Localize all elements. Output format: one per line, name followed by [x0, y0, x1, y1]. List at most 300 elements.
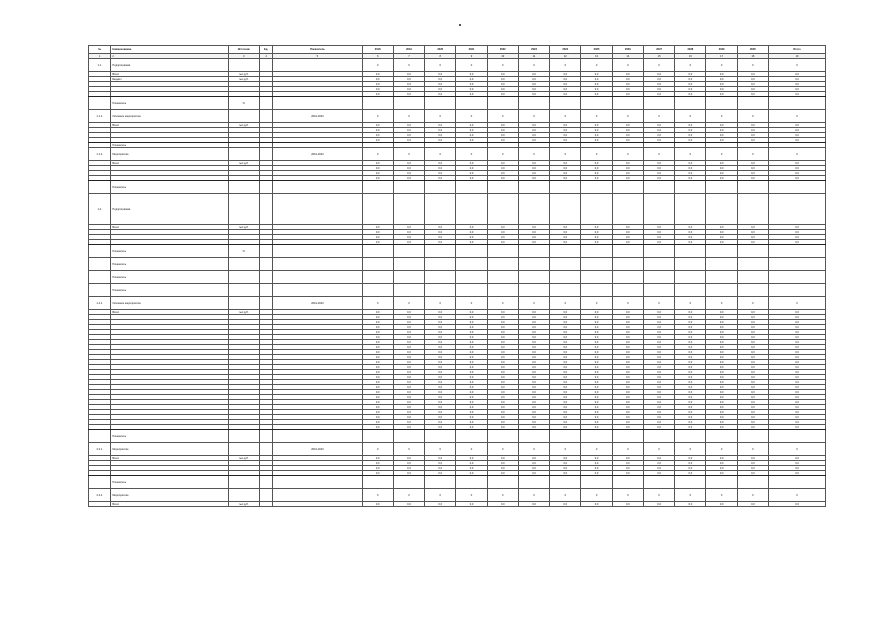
table-cell: 0,0 [581, 315, 612, 320]
table-row [89, 148, 826, 161]
table-cell [273, 258, 362, 271]
table-cell: 0,0 [706, 400, 737, 405]
table-cell: 0 [643, 110, 674, 123]
table-cell: 8 [425, 54, 456, 59]
table-cell: 0,0 [393, 461, 424, 466]
table-cell: тыс.руб. [228, 72, 259, 77]
table-cell: 0,0 [456, 315, 487, 320]
table-cell: 0,0 [612, 385, 643, 390]
table-cell: 0,0 [393, 502, 424, 507]
table-cell [273, 181, 362, 194]
table-cell: 0,0 [581, 471, 612, 476]
table-cell [362, 258, 393, 271]
table-cell [487, 430, 518, 443]
table-cell [393, 476, 424, 489]
table-cell: 0,0 [612, 375, 643, 380]
table-cell: 0,0 [456, 385, 487, 390]
table-cell: 2023 [518, 46, 549, 54]
table-cell: 0,0 [425, 410, 456, 415]
table-cell: 0,0 [581, 161, 612, 166]
table-cell: 0,0 [362, 461, 393, 466]
table-cell: 0,0 [550, 471, 581, 476]
table-cell: 0,0 [737, 176, 768, 181]
table-cell: 0 [737, 59, 768, 72]
table-cell: 0,0 [550, 72, 581, 77]
table-cell: 0,0 [362, 171, 393, 176]
table-cell: 18 [737, 54, 768, 59]
table-cell [737, 181, 768, 194]
table-cell: 0,0 [518, 171, 549, 176]
table-cell: 0,0 [393, 370, 424, 375]
table-cell: 0,0 [675, 92, 706, 97]
table-cell: 0,0 [425, 325, 456, 330]
table-cell: 4.3.2. [89, 489, 111, 502]
table-cell: 0,0 [456, 330, 487, 335]
table-row [89, 258, 826, 271]
table-cell: 0,0 [550, 82, 581, 87]
table-cell: 0,0 [487, 123, 518, 128]
table-cell: 9 [456, 54, 487, 59]
table-cell [737, 97, 768, 110]
table-cell: 0,0 [737, 395, 768, 400]
table-cell [393, 97, 424, 110]
table-cell: 0,0 [456, 335, 487, 340]
table-cell: 0 [550, 489, 581, 502]
table-cell: 0,0 [487, 360, 518, 365]
table-cell: 0,0 [612, 360, 643, 365]
table-cell: 0,0 [737, 415, 768, 420]
table-cell: 0,0 [393, 350, 424, 355]
table-cell: 0,0 [425, 385, 456, 390]
table-cell: 0,0 [487, 380, 518, 385]
row-name-cell: Основное мероприятие [111, 110, 228, 123]
table-cell: 0,0 [612, 456, 643, 461]
table-row [89, 245, 826, 258]
table-cell: 0 [675, 443, 706, 456]
table-cell: 0,0 [706, 355, 737, 360]
table-cell: 0,0 [737, 471, 768, 476]
table-cell: 0,0 [612, 370, 643, 375]
table-cell: 0,0 [675, 466, 706, 471]
table-cell: 0,0 [769, 138, 826, 143]
table-cell: 0,0 [675, 345, 706, 350]
table-cell: 0,0 [581, 87, 612, 92]
table-cell [769, 181, 826, 194]
table-cell [581, 430, 612, 443]
table-cell: 0,0 [769, 161, 826, 166]
table-cell: 1.1. [89, 59, 111, 72]
table-cell [737, 194, 768, 225]
table-cell [581, 181, 612, 194]
table-cell: 0,0 [706, 466, 737, 471]
table-cell: 0,0 [581, 355, 612, 360]
table-cell: 0,0 [362, 360, 393, 365]
table-cell: 0,0 [769, 240, 826, 245]
table-cell: 0,0 [425, 171, 456, 176]
table-cell: 0,0 [487, 370, 518, 375]
table-cell: 0,0 [518, 400, 549, 405]
table-cell [612, 476, 643, 489]
table-cell: 1.2.1. [89, 297, 111, 310]
table-cell [581, 476, 612, 489]
table-cell: 0,0 [425, 420, 456, 425]
table-cell: 0,0 [675, 320, 706, 325]
table-cell: 0,0 [643, 405, 674, 410]
table-cell [581, 284, 612, 297]
table-cell: 0,0 [456, 176, 487, 181]
table-cell [675, 284, 706, 297]
table-cell: 0,0 [581, 375, 612, 380]
table-cell [737, 271, 768, 284]
table-cell [550, 181, 581, 194]
table-cell [737, 245, 768, 258]
table-cell: 0,0 [581, 320, 612, 325]
table-cell: 0,0 [643, 385, 674, 390]
table-cell: 0,0 [362, 225, 393, 230]
row-name-cell: Показатель [111, 258, 228, 271]
table-cell: 0,0 [581, 72, 612, 77]
table-cell: 0,0 [456, 360, 487, 365]
table-cell: 0,0 [737, 325, 768, 330]
table-cell: 0,0 [737, 375, 768, 380]
table-cell: 0,0 [456, 133, 487, 138]
table-cell: 0,0 [737, 320, 768, 325]
table-cell: 0,0 [706, 385, 737, 390]
table-cell [259, 271, 272, 284]
table-cell: 0 [769, 489, 826, 502]
table-cell: 0,0 [362, 92, 393, 97]
table-cell: 0,0 [456, 166, 487, 171]
table-cell: 0,0 [425, 138, 456, 143]
table-cell: 0,0 [769, 350, 826, 355]
table-cell: 0,0 [706, 77, 737, 82]
table-cell: 0,0 [425, 123, 456, 128]
table-cell: 0,0 [550, 456, 581, 461]
table-cell [518, 476, 549, 489]
table-cell: 0,0 [362, 502, 393, 507]
row-name-cell: Всего [111, 456, 228, 461]
table-cell: 0,0 [612, 330, 643, 335]
table-cell [612, 181, 643, 194]
table-cell: 0,0 [643, 380, 674, 385]
table-cell: 0,0 [425, 340, 456, 345]
table-cell: 0,0 [487, 456, 518, 461]
table-cell: тыс.руб. [228, 225, 259, 230]
table-cell: 0,0 [643, 92, 674, 97]
table-cell: тыс.руб. [228, 456, 259, 461]
table-cell [581, 97, 612, 110]
table-cell: 0,0 [706, 456, 737, 461]
table-cell: 0 [769, 59, 826, 72]
table-cell: 0,0 [425, 240, 456, 245]
table-row [89, 284, 826, 297]
table-cell: 0,0 [362, 133, 393, 138]
table-cell: 0,0 [643, 350, 674, 355]
table-cell: 0,0 [425, 350, 456, 355]
table-cell [737, 258, 768, 271]
table-cell: 0,0 [393, 123, 424, 128]
table-cell: 0,0 [456, 466, 487, 471]
table-cell: 0,0 [612, 355, 643, 360]
table-cell [706, 181, 737, 194]
table-cell: 0,0 [581, 345, 612, 350]
table-cell: 0,0 [456, 355, 487, 360]
table-cell: 5 [273, 54, 362, 59]
table-cell [643, 430, 674, 443]
table-cell: 0,0 [675, 330, 706, 335]
table-cell: 0,0 [706, 82, 737, 87]
table-cell: 0,0 [456, 240, 487, 245]
table-cell: 0,0 [362, 365, 393, 370]
table-cell: 0,0 [706, 166, 737, 171]
table-cell [273, 489, 362, 502]
table-cell: 0,0 [487, 502, 518, 507]
table-cell: 0,0 [518, 161, 549, 166]
table-cell: 0,0 [769, 325, 826, 330]
table-cell: 0,0 [706, 92, 737, 97]
table-cell: 0,0 [550, 87, 581, 92]
table-cell: 0,0 [425, 335, 456, 340]
table-cell: 0,0 [581, 166, 612, 171]
table-cell [769, 194, 826, 225]
table-cell: 2020 [425, 46, 456, 54]
table-cell [259, 489, 272, 502]
table-cell: 0,0 [550, 345, 581, 350]
table-cell [228, 430, 259, 443]
table-cell: 0,0 [675, 161, 706, 166]
table-cell: 0,0 [456, 471, 487, 476]
table-cell: 0,0 [706, 123, 737, 128]
row-name-cell: Основное мероприятие [111, 297, 228, 310]
table-cell [706, 430, 737, 443]
table-cell [675, 97, 706, 110]
table-cell: 0,0 [425, 365, 456, 370]
table-cell: 0,0 [518, 335, 549, 340]
table-cell: 16 [675, 54, 706, 59]
table-cell: 0,0 [737, 365, 768, 370]
table-cell: тыс.руб. [228, 77, 259, 82]
table-cell: 0 [581, 297, 612, 310]
table-cell [706, 284, 737, 297]
table-cell [706, 271, 737, 284]
table-cell: 0,0 [675, 123, 706, 128]
table-cell: 0,0 [706, 395, 737, 400]
table-cell: 0,0 [706, 240, 737, 245]
table-cell: 11 [518, 54, 549, 59]
table-cell: 0,0 [393, 456, 424, 461]
table-cell: 0,0 [643, 456, 674, 461]
table-cell: 0,0 [362, 310, 393, 315]
table-cell: 0,0 [675, 225, 706, 230]
table-cell: 0,0 [550, 340, 581, 345]
table-cell [456, 271, 487, 284]
table-cell [487, 181, 518, 194]
table-cell: Показатель [273, 46, 362, 54]
table-cell: 0,0 [393, 415, 424, 420]
table-cell: 0,0 [769, 340, 826, 345]
table-cell: 0 [769, 110, 826, 123]
table-cell: 0,0 [425, 461, 456, 466]
table-cell: 0,0 [518, 330, 549, 335]
table-cell: 0,0 [362, 72, 393, 77]
row-name-cell: Мероприятие [111, 443, 228, 456]
table-cell [393, 430, 424, 443]
table-cell: 0,0 [769, 425, 826, 430]
table-cell [362, 284, 393, 297]
table-cell: 0 [643, 297, 674, 310]
table-cell: 0,0 [518, 92, 549, 97]
table-cell: 0,0 [737, 390, 768, 395]
table-cell: 0,0 [518, 72, 549, 77]
table-cell: 0,0 [518, 345, 549, 350]
table-cell [259, 258, 272, 271]
table-cell [769, 97, 826, 110]
table-cell: 0 [518, 59, 549, 72]
table-cell: 13 [581, 54, 612, 59]
table-cell: 0,0 [550, 320, 581, 325]
row-name-cell: Всего [111, 502, 228, 507]
table-cell: 0,0 [706, 461, 737, 466]
table-cell: 0 [675, 148, 706, 161]
table-cell [518, 245, 549, 258]
table-cell: 0,0 [487, 471, 518, 476]
table-cell [273, 194, 362, 225]
table-row [89, 181, 826, 194]
table-cell: 0,0 [362, 87, 393, 92]
table-cell: 0,0 [737, 502, 768, 507]
table-cell: 0,0 [737, 133, 768, 138]
table-cell: 0,0 [612, 420, 643, 425]
table-cell: 0,0 [393, 230, 424, 235]
table-cell: 0,0 [612, 390, 643, 395]
table-cell: 0 [362, 110, 393, 123]
table-cell [581, 194, 612, 225]
table-cell: 0,0 [612, 400, 643, 405]
table-cell: 0,0 [643, 77, 674, 82]
table-cell [228, 194, 259, 225]
table-cell: 0,0 [706, 380, 737, 385]
table-cell: 0,0 [425, 87, 456, 92]
table-cell: 0,0 [769, 345, 826, 350]
table-cell: 0,0 [612, 123, 643, 128]
table-cell: 2019-2023 [273, 297, 362, 310]
table-cell: 0,0 [706, 315, 737, 320]
table-cell: 0,0 [675, 171, 706, 176]
table-cell: 0,0 [456, 420, 487, 425]
table-cell [550, 476, 581, 489]
table-cell: 0,0 [487, 310, 518, 315]
table-cell: 0,0 [362, 166, 393, 171]
table-cell: 0,0 [518, 466, 549, 471]
table-cell: 0 [518, 110, 549, 123]
table-cell: 0,0 [393, 133, 424, 138]
table-cell: 0,0 [643, 325, 674, 330]
table-cell: 0,0 [769, 461, 826, 466]
table-cell: 0,0 [487, 350, 518, 355]
table-cell: 0,0 [612, 335, 643, 340]
table-cell: 0,0 [581, 365, 612, 370]
table-cell: 0,0 [675, 335, 706, 340]
table-cell: 0,0 [769, 171, 826, 176]
table-cell: 0,0 [550, 461, 581, 466]
table-cell: 0,0 [550, 315, 581, 320]
table-cell: 0,0 [518, 176, 549, 181]
table-cell [581, 271, 612, 284]
table-cell: 0,0 [706, 410, 737, 415]
header-row [89, 46, 826, 54]
row-name-cell: Показатель [111, 245, 228, 258]
table-row [89, 430, 826, 443]
table-cell: 0,0 [581, 123, 612, 128]
table-cell: 0,0 [456, 400, 487, 405]
table-cell: 0,0 [550, 133, 581, 138]
table-cell [769, 284, 826, 297]
table-cell: 0,0 [737, 350, 768, 355]
table-cell: 0,0 [362, 375, 393, 380]
table-cell: 0,0 [550, 415, 581, 420]
table-cell: 0,0 [487, 240, 518, 245]
table-cell: 0,0 [456, 230, 487, 235]
table-row [89, 489, 826, 502]
table-cell: 0,0 [769, 370, 826, 375]
table-cell: 0,0 [706, 370, 737, 375]
table-cell [456, 258, 487, 271]
table-cell: 0,0 [518, 166, 549, 171]
table-cell: 0 [550, 297, 581, 310]
table-cell: 0,0 [737, 385, 768, 390]
table-cell: 0,0 [769, 410, 826, 415]
table-cell: 0,0 [769, 415, 826, 420]
table-cell [612, 284, 643, 297]
table-cell: 0,0 [550, 161, 581, 166]
table-cell: 0 [706, 297, 737, 310]
table-cell: 0,0 [769, 225, 826, 230]
row-name-cell: Мероприятие [111, 148, 228, 161]
table-cell: 0,0 [643, 360, 674, 365]
table-cell: 0,0 [487, 420, 518, 425]
table-cell: 0,0 [456, 425, 487, 430]
table-cell: 0,0 [643, 230, 674, 235]
table-cell: 0 [737, 148, 768, 161]
table-cell [273, 476, 362, 489]
table-cell: 0,0 [737, 82, 768, 87]
table-cell [550, 430, 581, 443]
table-cell [643, 181, 674, 194]
table-cell: 0,0 [487, 72, 518, 77]
table-cell: 0,0 [487, 375, 518, 380]
table-cell: 0,0 [393, 82, 424, 87]
table-cell [706, 194, 737, 225]
table-cell: 0,0 [643, 87, 674, 92]
table-cell [643, 97, 674, 110]
table-cell [456, 430, 487, 443]
row-name-cell: Показатель [111, 284, 228, 297]
table-cell: 0,0 [769, 92, 826, 97]
table-cell [769, 430, 826, 443]
table-cell: 0,0 [675, 360, 706, 365]
table-cell [259, 297, 272, 310]
table-cell: 0,0 [487, 166, 518, 171]
table-cell: 0,0 [675, 425, 706, 430]
table-cell: 0,0 [675, 385, 706, 390]
table-cell: 0,0 [675, 87, 706, 92]
table-cell: 0,0 [737, 405, 768, 410]
table-cell: 0 [456, 297, 487, 310]
table-cell: 0,0 [769, 385, 826, 390]
table-cell: 0,0 [518, 230, 549, 235]
table-cell: 0,0 [425, 415, 456, 420]
table-cell: 0,0 [612, 502, 643, 507]
